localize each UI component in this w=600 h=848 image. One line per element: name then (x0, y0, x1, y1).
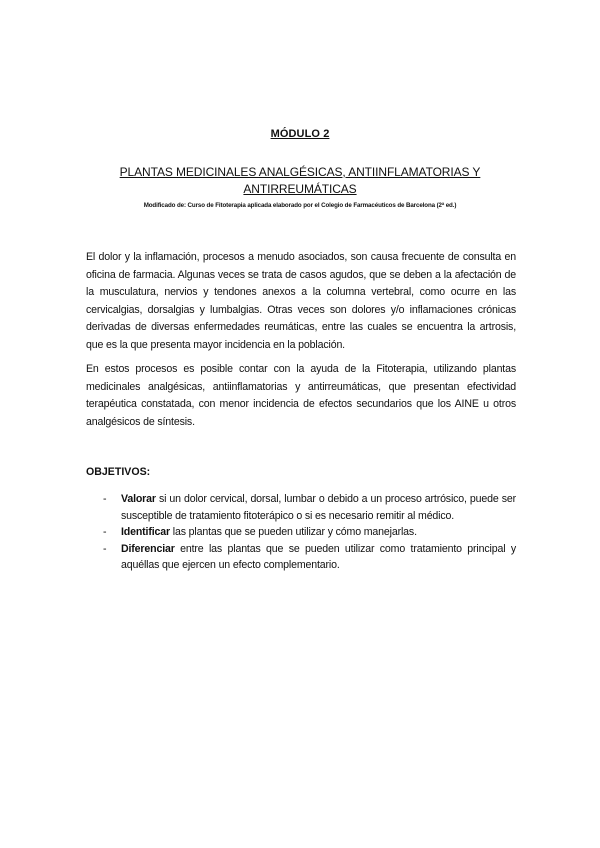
objective-text: entre las plantas que se pueden utilizar como tratamiento principal y aquéllas que ejercen un efecto complementario. (121, 542, 516, 572)
module-title: MÓDULO 2 (270, 128, 330, 140)
objective-item-diferenciar (86, 541, 516, 574)
source-note: Modificado de: Curso de Fitoterapia aplicada elaborado por el Colegio de Farmacéuticos de Barcelona (2ª ed.) (143, 202, 457, 209)
objective-text: las plantas que se pueden utilizar y cómo manejarlas. (169, 526, 417, 539)
objective-item-valorar (86, 491, 516, 524)
objectives-list (86, 491, 516, 574)
objective-text: si un dolor cervical, dorsal, lumbar o debido a un proceso artrósico, puede ser susceptible de tratamiento fitoterápico o si es necesario remitir al médico. (121, 493, 516, 522)
objective-keyword: Valorar (121, 493, 156, 505)
list-bullet: - (103, 526, 107, 539)
objective-keyword: Diferenciar (121, 542, 175, 555)
list-bullet: - (103, 542, 107, 555)
objective-keyword: Identificar (121, 526, 170, 539)
objective-item-identificar (86, 524, 516, 541)
phytotherapy-paragraph: En estos procesos es posible contar con la ayuda de la Fitoterapia, utilizando plantas medicinales analgésicas, antiinflamatorias y antirreumáticas, que presentan efectividad terapéutica constatada, con menor incidencia de efectos secundarios que los AINE u otros analgésicos de síntesis. (86, 363, 516, 428)
list-bullet: - (103, 493, 107, 505)
objectives-heading: OBJETIVOS: (86, 466, 151, 478)
document-title: PLANTAS MEDICINALES ANALGÉSICAS, ANTIINFLAMATORIAS Y ANTIRREUMÁTICAS (119, 165, 481, 196)
intro-paragraph: El dolor y la inflamación, procesos a menudo asociados, son causa frecuente de consulta en oficina de farmacia. Algunas veces se trata de casos agudos, que se deben a la afectación de la musculatura, nervios y tendones anexos a la columna vertebral, como ocurre en las cervicalgias, dorsalgias y lumbalgias. Otras veces son dolores y/o inflamaciones crónicas derivadas de diversas enfermedades reumáticas, entre las cuales se encuentra la artrosis, que es la que presenta mayor incidencia en la población. (86, 251, 516, 351)
